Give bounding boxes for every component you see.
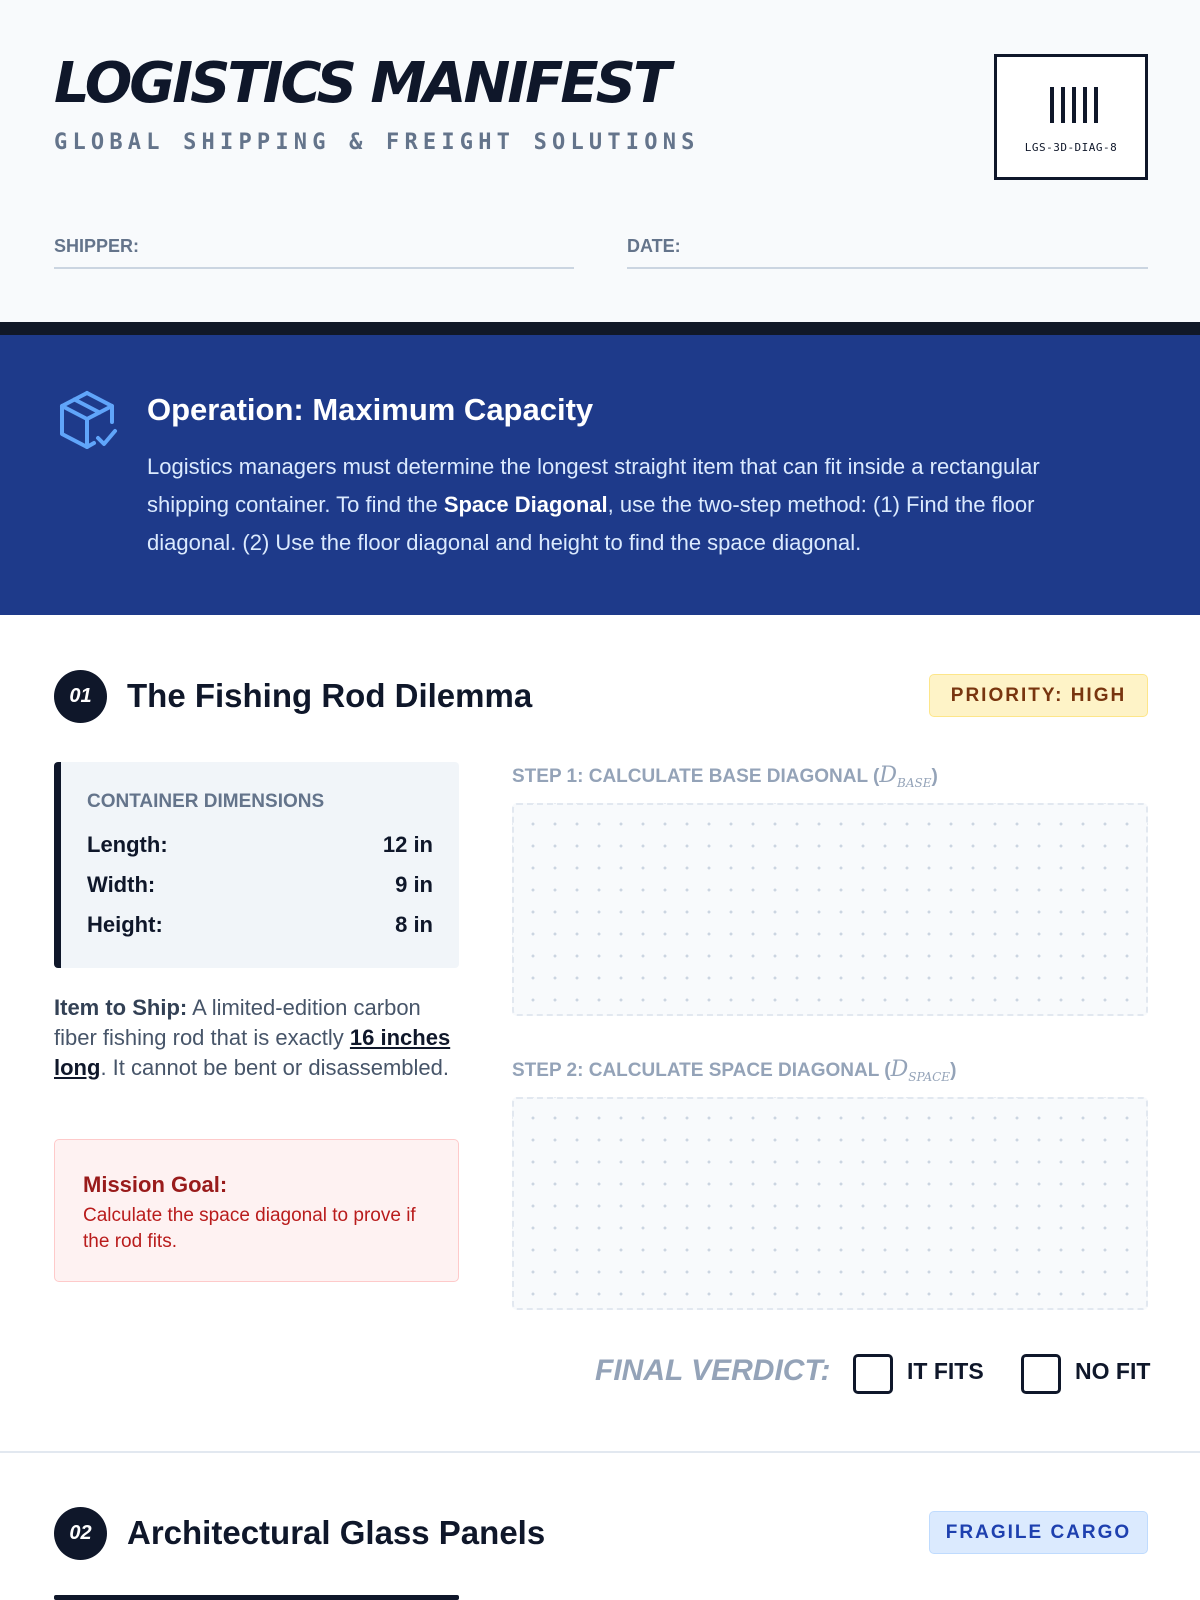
section-number-badge-2: 02 xyxy=(54,1507,107,1560)
mission-goal-title: Mission Goal: xyxy=(83,1172,228,1197)
mission-goal-box xyxy=(54,1139,459,1282)
banner-description: Logistics managers must determine the longest straight item that can fit inside a rectangular shipping container. To find the Space Diagonal, use the two-step method: (1) Find the floor diagonal. (2) Use the floor diagonal and height to find the space diagonal. xyxy=(147,454,1040,555)
section-number-badge: 01 xyxy=(54,670,107,723)
final-verdict-label: FINAL VERDICT: xyxy=(595,1354,831,1387)
it-fits-label: IT FITS xyxy=(907,1358,984,1384)
item-length-highlight: 16 inches long xyxy=(54,1025,451,1080)
section-divider xyxy=(0,1451,1200,1453)
date-field-line[interactable] xyxy=(627,267,1148,269)
banner-title: Operation: Maximum Capacity xyxy=(147,392,594,427)
step1-work-area[interactable] xyxy=(512,803,1148,1016)
it-fits-checkbox[interactable] xyxy=(853,1354,893,1394)
date-label: DATE: xyxy=(627,236,681,256)
page-title: LOGISTICS MANIFEST xyxy=(54,51,669,116)
manifest-header xyxy=(0,0,1200,322)
item-description: Item to Ship: A limited-edition carbon fiber fishing rod that is exactly 16 inches long. It cannot be bent or disassembled. xyxy=(54,995,451,1080)
shipper-field-line[interactable] xyxy=(54,267,574,269)
barcode-icon xyxy=(1050,87,1098,123)
dimension-row-height: Height: 8 in xyxy=(87,912,433,937)
package-check-icon xyxy=(56,389,118,451)
barcode-code: LGS-3D-DIAG-8 xyxy=(1024,141,1118,154)
section-title: The Fishing Rod Dilemma xyxy=(127,677,533,714)
shipper-label: SHIPPER: xyxy=(54,236,140,256)
priority-badge: PRIORITY: HIGH xyxy=(929,674,1148,717)
fragile-badge: FRAGILE CARGO xyxy=(929,1511,1148,1554)
next-dimensions-card-edge xyxy=(54,1595,459,1600)
dimension-row-width: Width: 9 in xyxy=(87,872,433,897)
page-subtitle: GLOBAL SHIPPING & FREIGHT SOLUTIONS xyxy=(54,130,700,155)
space-diagonal-term: Space Diagonal xyxy=(443,492,608,517)
barcode-stamp xyxy=(994,54,1148,180)
container-dimensions-card xyxy=(54,762,459,968)
mission-goal-text: Calculate the space diagonal to prove if the rod fits. xyxy=(83,1205,416,1252)
no-fit-checkbox[interactable] xyxy=(1021,1354,1061,1394)
header-divider xyxy=(0,322,1200,335)
operation-banner xyxy=(0,335,1200,615)
step2-label: STEP 2: CALCULATE SPACE DIAGONAL $(D_{SPACE})$ xyxy=(512,1057,957,1084)
section-title-2: Architectural Glass Panels xyxy=(127,1514,546,1551)
step1-label: STEP 1: CALCULATE BASE DIAGONAL $(D_{BASE})$ xyxy=(512,763,938,790)
dimension-row-length: Length: 12 in xyxy=(87,832,433,857)
no-fit-label: NO FIT xyxy=(1075,1358,1151,1384)
step2-work-area[interactable] xyxy=(512,1097,1148,1310)
dimensions-heading: CONTAINER DIMENSIONS xyxy=(87,791,325,812)
